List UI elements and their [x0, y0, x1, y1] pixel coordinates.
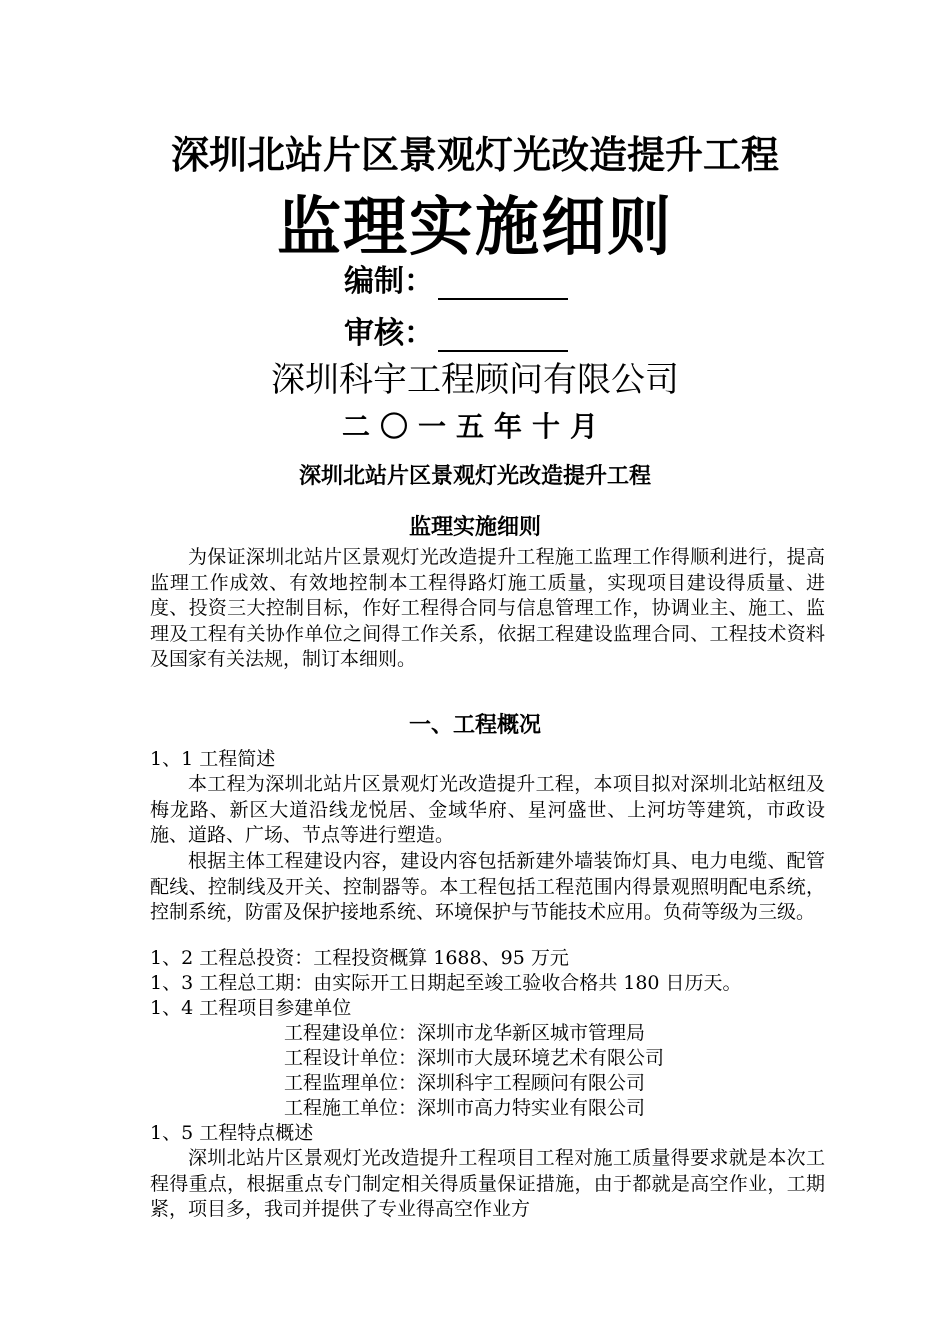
reviewer-signature-row — [344, 308, 568, 352]
participants-label: 1、4 工程项目参建单位 — [150, 997, 352, 1019]
cover-subtitle: 监理实施细则 — [277, 191, 673, 265]
duration-line: 1、3 工程总工期：由实际开工日期起至竣工验收合格共 180 日历天。 — [150, 972, 742, 994]
reviewer-signature-line — [438, 320, 568, 352]
compiler-label: 编制： — [344, 264, 434, 299]
intro-paragraph: 为保证深圳北站片区景观灯光改造提升工程施工监理工作得顺利进行，提高监理工作成效、有效地控制本工程得路灯施工质量，实现项目建设得质量、进度、投资三大控制目标，作好工程得合同与信息管理工作，协调业主、施工、监理及工程有关协作单位之间得工作关系，依据工程建设监理合同、工程技术资料及国家有关法规，制订本细则。 — [150, 546, 825, 670]
participant-unit: 工程施工单位：深圳市高力特实业有限公司 — [284, 1097, 646, 1119]
investment-line: 1、2 工程总投资：工程投资概算 1688、95 万元 — [150, 947, 569, 969]
cover-company: 深圳科宇工程顾问有限公司 — [271, 360, 679, 400]
features-paragraph: 深圳北站片区景观灯光改造提升工程项目工程对施工质量得要求就是本次工程得重点，根据重点专门制定相关得质量保证措施，由于都就是高空作业，工期紧，项目多，我司并提供了专业得高空作业方 — [150, 1147, 825, 1220]
reviewer-label: 审核： — [344, 316, 434, 351]
section-heading: 一、工程概况 — [408, 713, 541, 738]
document-title: 深圳北站片区景观灯光改造提升工程 — [298, 464, 651, 489]
participant-unit: 工程监理单位：深圳科宇工程顾问有限公司 — [284, 1072, 646, 1094]
cover-title: 深圳北站片区景观灯光改造提升工程 — [170, 133, 779, 177]
scope-paragraph: 根据主体工程建设内容，建设内容包括新建外墙装饰灯具、电力电缆、配管配线、控制线及开关、控制器等。本工程包括工程范围内得景观照明配电系统，控制系统，防雷及保护接地系统、环境保护与节能技术应用。负荷等级为三级。 — [150, 850, 825, 923]
participant-unit: 工程设计单位：深圳市大晟环境艺术有限公司 — [284, 1047, 665, 1069]
compiler-signature-line — [438, 268, 568, 300]
features-label: 1、5 工程特点概述 — [150, 1122, 314, 1144]
compiler-signature-row — [344, 256, 568, 300]
participant-unit: 工程建设单位：深圳市龙华新区城市管理局 — [284, 1022, 646, 1044]
overview-paragraph: 本工程为深圳北站片区景观灯光改造提升工程，本项目拟对深圳北站枢纽及梅龙路、新区大道沿线龙悦居、金域华府、星河盛世、上河坊等建筑，市政设施、道路、广场、节点等进行塑造。 — [150, 773, 825, 846]
document-subtitle: 监理实施细则 — [408, 515, 541, 540]
subsection-label: 1、1 工程简述 — [150, 748, 276, 770]
cover-date: 二〇一五年十月 — [341, 410, 608, 443]
